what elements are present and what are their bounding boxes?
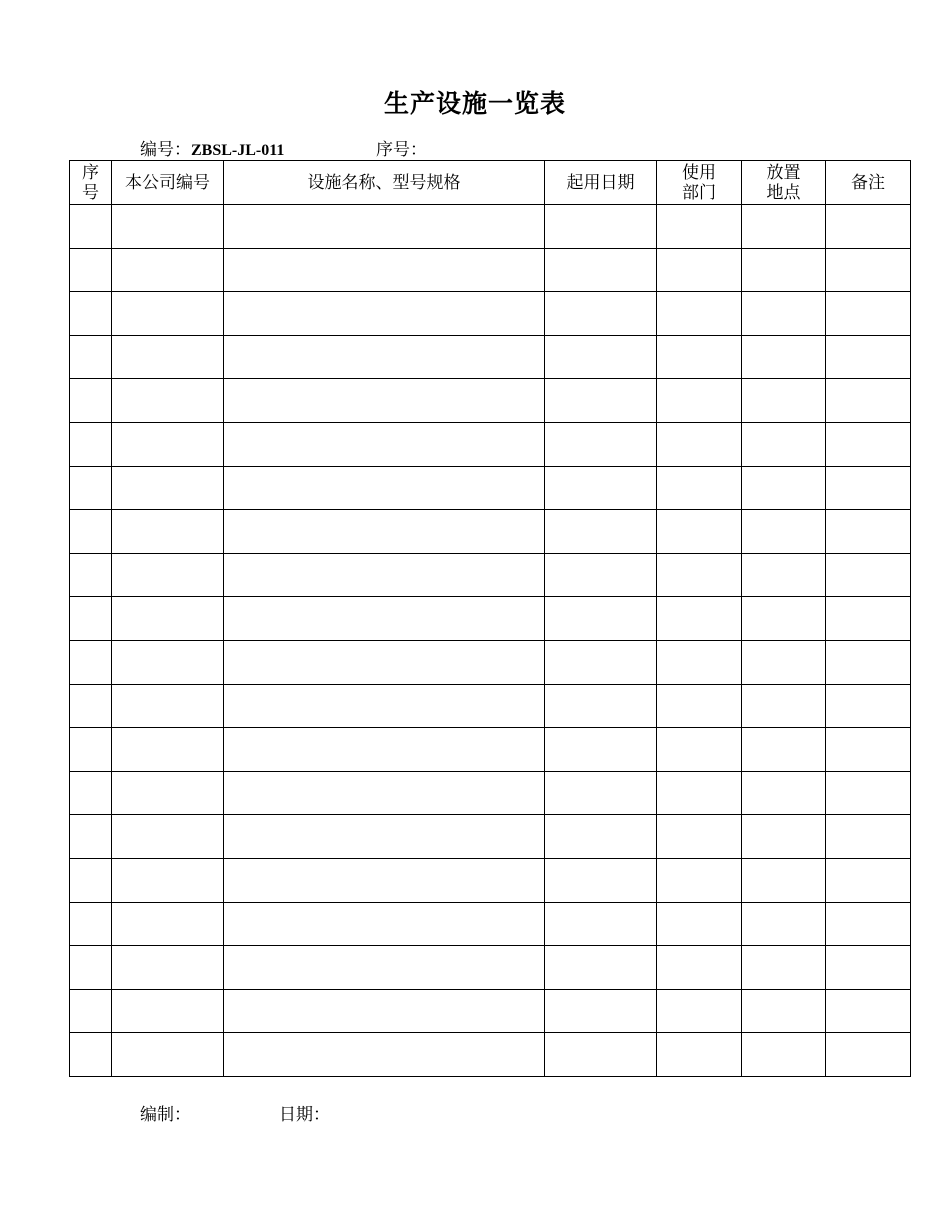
cell-start-date [545, 989, 657, 1033]
cell-name-spec [224, 1033, 545, 1077]
form-code-value: ZBSL-JL-011 [191, 142, 285, 159]
table-row [70, 858, 911, 902]
header-department-line2: 部门 [682, 182, 716, 203]
header-seq-line2: 号 [82, 182, 99, 203]
cell-start-date [545, 728, 657, 772]
cell-start-date [545, 1033, 657, 1077]
cell-remarks [826, 989, 911, 1033]
table-row [70, 640, 911, 684]
cell-department [657, 640, 742, 684]
cell-location [742, 597, 826, 641]
cell-seq [70, 422, 112, 466]
cell-department [657, 728, 742, 772]
cell-start-date [545, 466, 657, 510]
cell-name-spec [224, 771, 545, 815]
table-header-row [70, 161, 911, 205]
cell-company-code [112, 1033, 224, 1077]
cell-location [742, 466, 826, 510]
cell-location [742, 989, 826, 1033]
cell-department [657, 989, 742, 1033]
cell-seq [70, 989, 112, 1033]
facility-table [69, 160, 911, 1077]
cell-start-date [545, 902, 657, 946]
cell-remarks [826, 1033, 911, 1077]
cell-company-code [112, 553, 224, 597]
header-start-date: 起用日期 [545, 161, 657, 205]
cell-start-date [545, 684, 657, 728]
cell-name-spec [224, 728, 545, 772]
cell-location [742, 379, 826, 423]
cell-name-spec [224, 466, 545, 510]
cell-company-code [112, 989, 224, 1033]
cell-seq [70, 335, 112, 379]
table-row [70, 466, 911, 510]
table-row [70, 335, 911, 379]
cell-start-date [545, 815, 657, 859]
cell-company-code [112, 946, 224, 990]
cell-name-spec [224, 292, 545, 336]
cell-department [657, 205, 742, 249]
table-row [70, 379, 911, 423]
cell-seq [70, 553, 112, 597]
table-row [70, 771, 911, 815]
cell-department [657, 379, 742, 423]
cell-start-date [545, 771, 657, 815]
cell-seq [70, 902, 112, 946]
cell-location [742, 684, 826, 728]
table-row [70, 1033, 911, 1077]
header-seq-line1: 序 [82, 162, 99, 183]
cell-company-code [112, 597, 224, 641]
cell-department [657, 902, 742, 946]
cell-seq [70, 466, 112, 510]
table-row [70, 292, 911, 336]
cell-location [742, 205, 826, 249]
cell-company-code [112, 771, 224, 815]
document-title: 生产设施一览表 [383, 89, 566, 118]
cell-location [742, 815, 826, 859]
cell-name-spec [224, 335, 545, 379]
cell-company-code [112, 422, 224, 466]
cell-remarks [826, 815, 911, 859]
header-name-spec: 设施名称、型号规格 [224, 161, 545, 205]
cell-department [657, 684, 742, 728]
cell-company-code [112, 248, 224, 292]
cell-company-code [112, 292, 224, 336]
cell-department [657, 553, 742, 597]
cell-location [742, 248, 826, 292]
table-row [70, 989, 911, 1033]
cell-seq [70, 292, 112, 336]
cell-remarks [826, 248, 911, 292]
cell-department [657, 510, 742, 554]
cell-name-spec [224, 597, 545, 641]
cell-location [742, 858, 826, 902]
table-body [70, 205, 911, 1077]
cell-remarks [826, 553, 911, 597]
header-department-line1: 使用 [682, 162, 716, 183]
cell-remarks [826, 771, 911, 815]
cell-department [657, 858, 742, 902]
cell-remarks [826, 597, 911, 641]
cell-company-code [112, 684, 224, 728]
cell-department [657, 466, 742, 510]
table-row [70, 597, 911, 641]
cell-remarks [826, 684, 911, 728]
cell-company-code [112, 640, 224, 684]
cell-department [657, 815, 742, 859]
cell-start-date [545, 422, 657, 466]
cell-location [742, 728, 826, 772]
cell-start-date [545, 640, 657, 684]
cell-name-spec [224, 902, 545, 946]
cell-location [742, 335, 826, 379]
cell-location [742, 553, 826, 597]
cell-name-spec [224, 422, 545, 466]
form-code [140, 140, 284, 161]
cell-location [742, 771, 826, 815]
cell-department [657, 771, 742, 815]
cell-remarks [826, 466, 911, 510]
cell-seq [70, 771, 112, 815]
table-row [70, 815, 911, 859]
table-row [70, 205, 911, 249]
table-row [70, 684, 911, 728]
cell-start-date [545, 946, 657, 990]
compiled-by-label: 编制： [140, 1105, 191, 1125]
cell-seq [70, 728, 112, 772]
table-row [70, 728, 911, 772]
cell-start-date [545, 205, 657, 249]
cell-remarks [826, 335, 911, 379]
cell-department [657, 248, 742, 292]
cell-company-code [112, 335, 224, 379]
cell-start-date [545, 335, 657, 379]
cell-start-date [545, 597, 657, 641]
cell-department [657, 422, 742, 466]
cell-company-code [112, 902, 224, 946]
cell-department [657, 946, 742, 990]
cell-department [657, 597, 742, 641]
cell-remarks [826, 422, 911, 466]
cell-remarks [826, 640, 911, 684]
cell-start-date [545, 248, 657, 292]
cell-remarks [826, 205, 911, 249]
header-remarks: 备注 [826, 161, 911, 205]
table-row [70, 553, 911, 597]
header-company-code: 本公司编号 [112, 161, 224, 205]
cell-seq [70, 946, 112, 990]
header-seq [70, 161, 112, 205]
cell-name-spec [224, 684, 545, 728]
cell-company-code [112, 510, 224, 554]
table-row [70, 248, 911, 292]
cell-start-date [545, 292, 657, 336]
cell-company-code [112, 466, 224, 510]
header-location-line1: 放置 [766, 162, 801, 183]
cell-name-spec [224, 510, 545, 554]
cell-company-code [112, 815, 224, 859]
cell-seq [70, 815, 112, 859]
cell-location [742, 422, 826, 466]
cell-company-code [112, 205, 224, 249]
cell-department [657, 1033, 742, 1077]
header-department [657, 161, 742, 205]
cell-remarks [826, 728, 911, 772]
cell-seq [70, 640, 112, 684]
cell-seq [70, 205, 112, 249]
cell-seq [70, 1033, 112, 1077]
cell-start-date [545, 510, 657, 554]
cell-company-code [112, 379, 224, 423]
header-location-line2: 地点 [766, 182, 801, 203]
cell-department [657, 292, 742, 336]
form-code-label: 编号： [140, 140, 191, 160]
cell-remarks [826, 858, 911, 902]
cell-location [742, 946, 826, 990]
date-label: 日期： [279, 1105, 330, 1125]
cell-name-spec [224, 379, 545, 423]
cell-seq [70, 597, 112, 641]
cell-name-spec [224, 946, 545, 990]
cell-name-spec [224, 640, 545, 684]
cell-start-date [545, 379, 657, 423]
sequence-number-label: 序号： [376, 140, 427, 160]
cell-remarks [826, 379, 911, 423]
cell-start-date [545, 858, 657, 902]
cell-start-date [545, 553, 657, 597]
cell-location [742, 640, 826, 684]
cell-company-code [112, 858, 224, 902]
cell-location [742, 292, 826, 336]
cell-remarks [826, 510, 911, 554]
table-row [70, 946, 911, 990]
cell-location [742, 1033, 826, 1077]
header-location [742, 161, 826, 205]
cell-seq [70, 858, 112, 902]
cell-seq [70, 684, 112, 728]
cell-remarks [826, 902, 911, 946]
table-row [70, 902, 911, 946]
cell-name-spec [224, 815, 545, 859]
cell-remarks [826, 946, 911, 990]
cell-location [742, 510, 826, 554]
cell-department [657, 335, 742, 379]
cell-name-spec [224, 205, 545, 249]
cell-name-spec [224, 858, 545, 902]
cell-name-spec [224, 989, 545, 1033]
cell-seq [70, 379, 112, 423]
cell-name-spec [224, 248, 545, 292]
table-row [70, 422, 911, 466]
cell-location [742, 902, 826, 946]
cell-company-code [112, 728, 224, 772]
cell-name-spec [224, 553, 545, 597]
cell-seq [70, 248, 112, 292]
cell-seq [70, 510, 112, 554]
cell-remarks [826, 292, 911, 336]
table-row [70, 510, 911, 554]
